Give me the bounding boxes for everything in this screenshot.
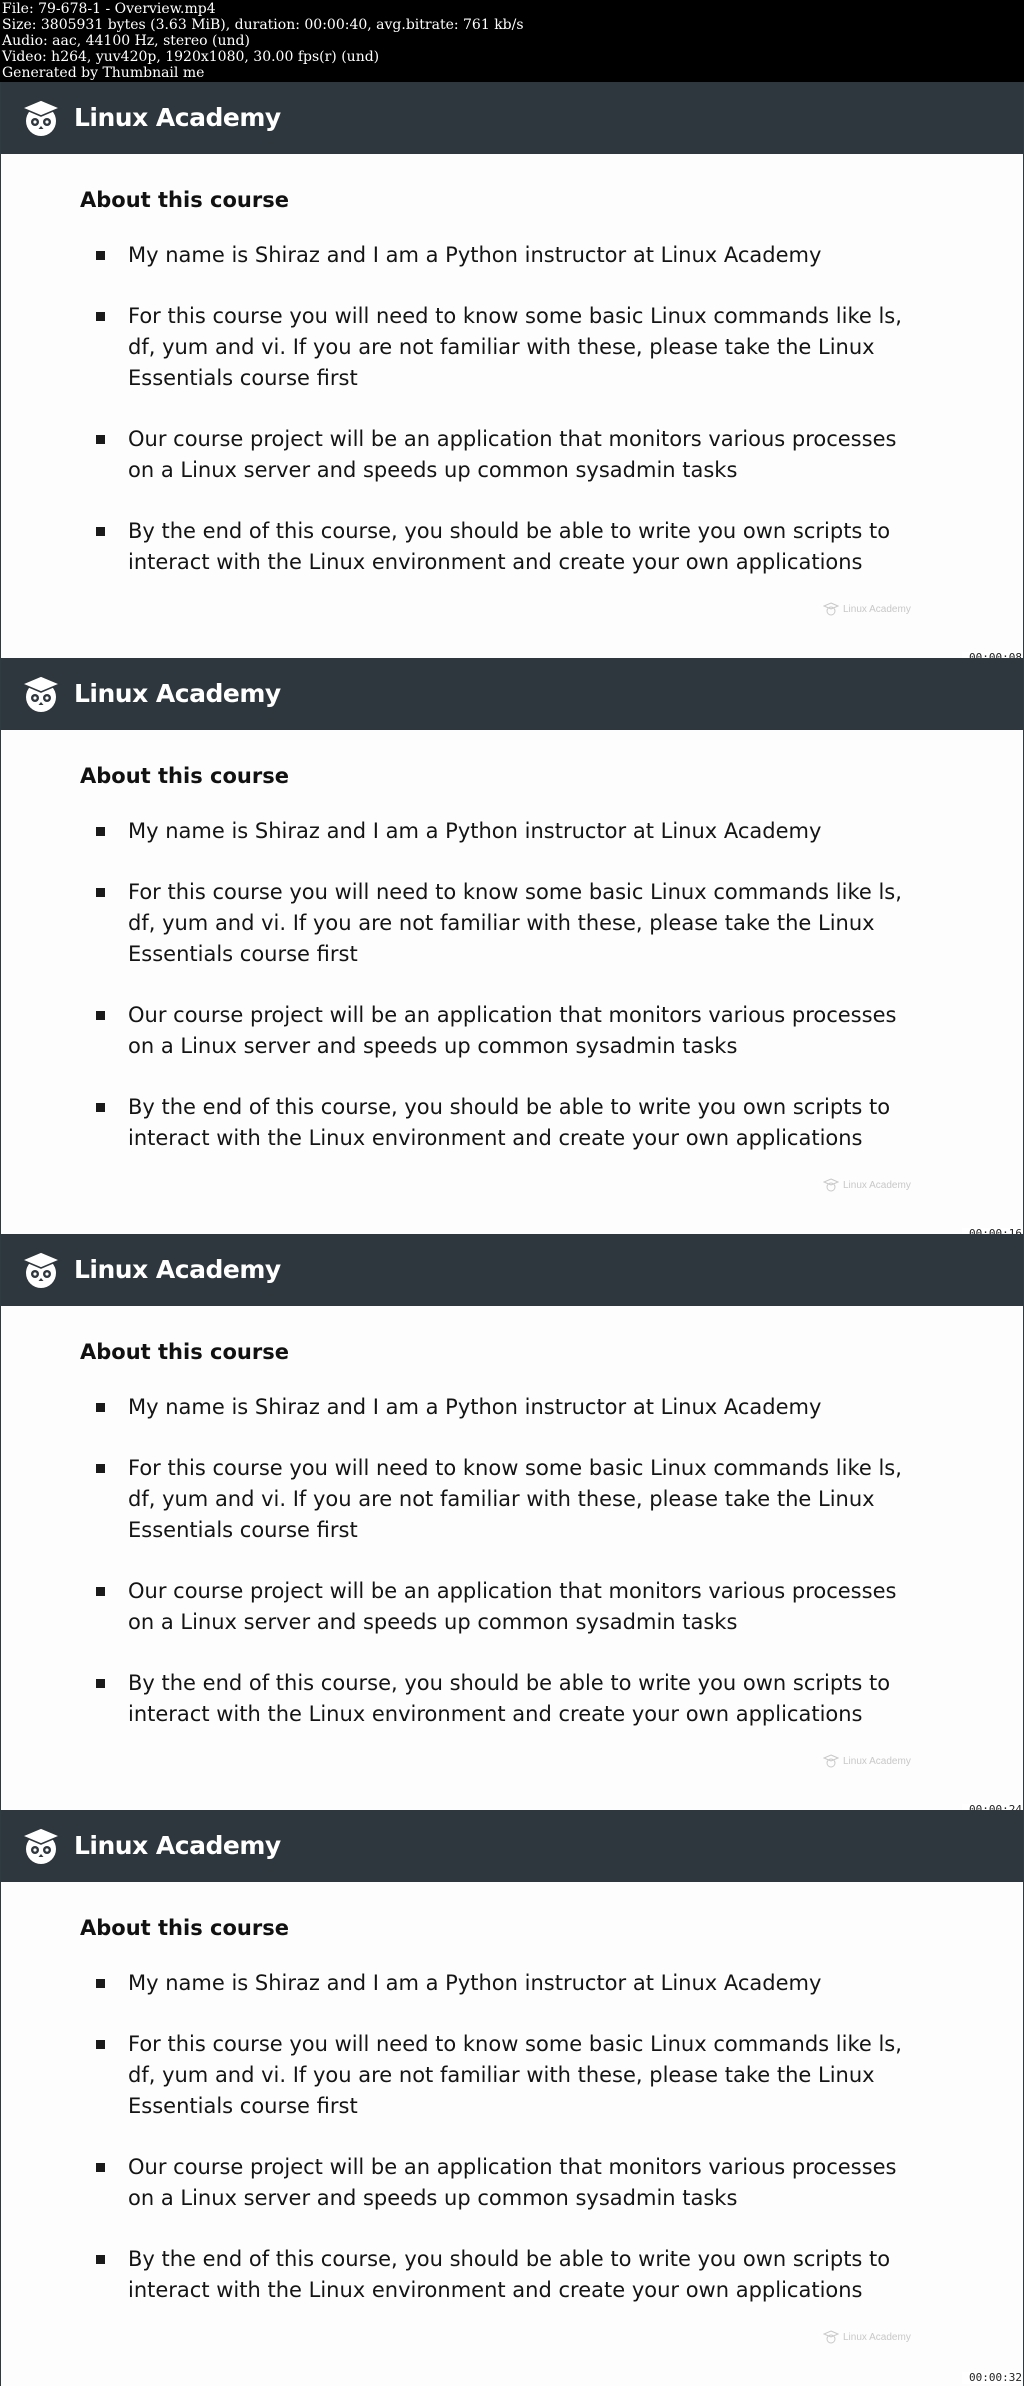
- slide-title: About this course: [80, 764, 289, 788]
- bullet-item: For this course you will need to know some basic Linux commands like ls, df, yum and vi. If you are not familiar with these, please take the Linux Essentials course first: [96, 877, 916, 970]
- watermark-logo-icon: [823, 1178, 839, 1192]
- bullet-item: By the end of this course, you should be able to write you own scripts to interact with the Linux environment and create your own applications: [96, 1668, 916, 1730]
- slide-watermark: [823, 1177, 911, 1193]
- slide-header-bar: [1, 82, 1023, 154]
- bullet-item: For this course you will need to know some basic Linux commands like ls, df, yum and vi. If you are not familiar with these, please take the Linux Essentials course first: [96, 1453, 916, 1546]
- brand-name: Linux Academy: [74, 1831, 281, 1860]
- bullet-item: My name is Shiraz and I am a Python instructor at Linux Academy: [96, 240, 916, 271]
- bullet-item: Our course project will be an application that monitors various processes on a Linux server and speeds up common sysadmin tasks: [96, 1576, 916, 1638]
- file-name-line: File: 79-678-1 - Overview.mp4: [2, 1, 216, 17]
- owl-graduation-icon: [20, 97, 62, 139]
- watermark-text: Linux Academy: [843, 2331, 911, 2343]
- video-frame-1: [0, 82, 1024, 658]
- file-size-line: Size: 3805931 bytes (3.63 MiB), duration: 00:00:40, avg.bitrate: 761 kb/s: [2, 17, 524, 33]
- bullet-item: Our course project will be an application that monitors various processes on a Linux server and speeds up common sysadmin tasks: [96, 424, 916, 486]
- frame-timestamp: 00:00:32: [962, 2372, 1022, 2384]
- bullet-item: By the end of this course, you should be able to write you own scripts to interact with the Linux environment and create your own applications: [96, 1092, 916, 1154]
- slide-title: About this course: [80, 1916, 289, 1940]
- slide-watermark: [823, 601, 911, 617]
- brand-name: Linux Academy: [74, 679, 281, 708]
- watermark-text: Linux Academy: [843, 1755, 911, 1767]
- bullet-item: My name is Shiraz and I am a Python instructor at Linux Academy: [96, 1392, 916, 1423]
- slide-header-bar: [1, 1234, 1023, 1306]
- bullet-item: Our course project will be an application that monitors various processes on a Linux server and speeds up common sysadmin tasks: [96, 1000, 916, 1062]
- bullet-list: [96, 816, 916, 1184]
- slide-watermark: [823, 1753, 911, 1769]
- owl-graduation-icon: [20, 673, 62, 715]
- bullet-list: [96, 1392, 916, 1760]
- slide-header-bar: [1, 1810, 1023, 1882]
- brand-name: Linux Academy: [74, 103, 281, 132]
- watermark-logo-icon: [823, 1754, 839, 1768]
- slide-title: About this course: [80, 1340, 289, 1364]
- bullet-item: For this course you will need to know some basic Linux commands like ls, df, yum and vi. If you are not familiar with these, please take the Linux Essentials course first: [96, 2029, 916, 2122]
- audio-info-line: Audio: aac, 44100 Hz, stereo (und): [2, 33, 250, 49]
- generator-line: Generated by Thumbnail me: [2, 65, 205, 81]
- bullet-item: For this course you will need to know some basic Linux commands like ls, df, yum and vi. If you are not familiar with these, please take the Linux Essentials course first: [96, 301, 916, 394]
- slide-watermark: [823, 2329, 911, 2345]
- watermark-text: Linux Academy: [843, 603, 911, 615]
- bullet-item: By the end of this course, you should be able to write you own scripts to interact with the Linux environment and create your own applications: [96, 516, 916, 578]
- bullet-item: By the end of this course, you should be able to write you own scripts to interact with the Linux environment and create your own applications: [96, 2244, 916, 2306]
- video-frame-2: [0, 658, 1024, 1234]
- watermark-text: Linux Academy: [843, 1179, 911, 1191]
- slide-header-bar: [1, 658, 1023, 730]
- bullet-item: My name is Shiraz and I am a Python instructor at Linux Academy: [96, 1968, 916, 1999]
- video-frame-4: [0, 1810, 1024, 2386]
- video-info-header: [0, 0, 1024, 82]
- watermark-logo-icon: [823, 602, 839, 616]
- bullet-item: My name is Shiraz and I am a Python instructor at Linux Academy: [96, 816, 916, 847]
- bullet-list: [96, 240, 916, 608]
- slide-title: About this course: [80, 188, 289, 212]
- brand-name: Linux Academy: [74, 1255, 281, 1284]
- bullet-list: [96, 1968, 916, 2336]
- owl-graduation-icon: [20, 1249, 62, 1291]
- bullet-item: Our course project will be an application that monitors various processes on a Linux server and speeds up common sysadmin tasks: [96, 2152, 916, 2214]
- video-info-line: Video: h264, yuv420p, 1920x1080, 30.00 fps(r) (und): [2, 49, 380, 65]
- video-frame-3: [0, 1234, 1024, 1810]
- watermark-logo-icon: [823, 2330, 839, 2344]
- owl-graduation-icon: [20, 1825, 62, 1867]
